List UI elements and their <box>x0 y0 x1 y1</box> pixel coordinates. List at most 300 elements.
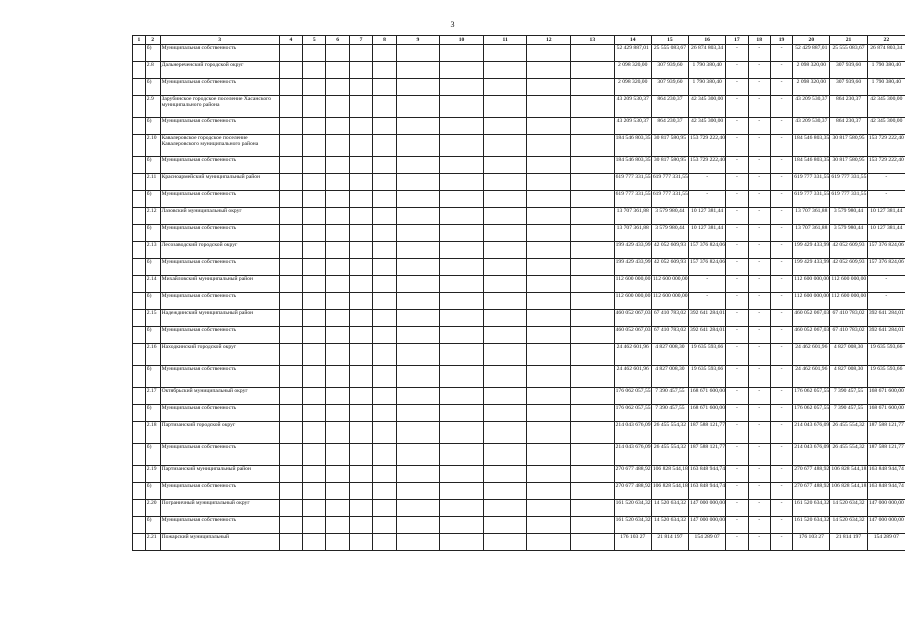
cell-c22: 153 729 222,40 <box>867 135 905 157</box>
cell-c17: - <box>726 157 748 174</box>
cell-col8 <box>373 534 396 551</box>
row-name: Муниципальная собственность <box>160 483 279 500</box>
cell-c21: 307 939,60 <box>830 79 867 96</box>
cell-c22: 42 345 300,00 <box>867 96 905 118</box>
cell-col5 <box>303 225 326 242</box>
cell-c22: 187 588 121,77 <box>867 422 905 444</box>
cell-col4 <box>279 135 302 157</box>
cell-c14: 112 600 000,00 <box>614 293 651 310</box>
cell-col8 <box>373 444 396 466</box>
cell-c16: 10 127 381,44 <box>689 225 726 242</box>
cell-c14: 199 429 433,99 <box>614 259 651 276</box>
cell-c15: 3 579 980,44 <box>651 208 688 225</box>
cell-col8 <box>373 191 396 208</box>
header-row <box>133 36 905 45</box>
cell-col9 <box>396 259 440 276</box>
cell-c17: - <box>726 444 748 466</box>
cell-col6 <box>326 174 349 191</box>
cell-col7 <box>349 135 372 157</box>
cell-c19: - <box>770 62 792 79</box>
cell-col4 <box>279 79 302 96</box>
cell-c16: - <box>689 276 726 293</box>
cell-col10 <box>440 225 484 242</box>
cell-col9 <box>396 444 440 466</box>
cell-c21: 14 520 634,32 <box>830 500 867 517</box>
cell-col6 <box>326 422 349 444</box>
cell-col4 <box>279 327 302 344</box>
row-name: Находкинский городской округ <box>160 344 279 366</box>
cell-col12 <box>527 344 571 366</box>
cell-c20: 460 052 067,03 <box>793 310 830 327</box>
cell-c14: 2 098 320,00 <box>614 62 651 79</box>
cell-c17: - <box>726 208 748 225</box>
cell-c22: 147 000 000,00 <box>867 517 905 534</box>
cell-c14: 460 052 067,03 <box>614 310 651 327</box>
cell-c16: 42 345 300,00 <box>689 96 726 118</box>
cell-c16: 42 345 300,00 <box>689 118 726 135</box>
cell-col10 <box>440 466 484 483</box>
cell-col13 <box>571 118 615 135</box>
cell-c21: 42 052 609,93 <box>830 259 867 276</box>
cell-col11 <box>483 310 527 327</box>
column-header-3: 3 <box>160 36 279 45</box>
cell-col10 <box>440 276 484 293</box>
cell-c19: - <box>770 366 792 388</box>
cell-c19: - <box>770 259 792 276</box>
cell-col12 <box>527 466 571 483</box>
cell-col5 <box>303 327 326 344</box>
cell-col11 <box>483 534 527 551</box>
cell-c18: - <box>748 174 770 191</box>
cell-col10 <box>440 517 484 534</box>
cell-col5 <box>303 259 326 276</box>
cell-c19: - <box>770 310 792 327</box>
cell-col5 <box>303 310 326 327</box>
cell-c20: 161 520 634,32 <box>793 500 830 517</box>
cell-col9 <box>396 118 440 135</box>
row-index: 2.9 <box>145 96 160 118</box>
table-row <box>133 259 905 276</box>
cell-col13 <box>571 444 615 466</box>
row-name: Октябрьский муниципальный округ <box>160 388 279 405</box>
cell-col10 <box>440 534 484 551</box>
table-row <box>133 483 905 500</box>
cell-c16: - <box>689 174 726 191</box>
cell-col12 <box>527 174 571 191</box>
cell-col9 <box>396 174 440 191</box>
cell-col10 <box>440 293 484 310</box>
cell-col4 <box>279 388 302 405</box>
cell-col13 <box>571 500 615 517</box>
cell-c14: 13 707 361,88 <box>614 208 651 225</box>
cell-col11 <box>483 276 527 293</box>
cell-col12 <box>527 62 571 79</box>
cell-c15: 619 777 331,55 <box>651 174 688 191</box>
row-name: Муниципальная собственность <box>160 259 279 276</box>
row-index: 2.21 <box>145 534 160 551</box>
column-header-10: 10 <box>440 36 484 45</box>
cell-c18: - <box>748 79 770 96</box>
cell-col7 <box>349 310 372 327</box>
cell-col8 <box>373 135 396 157</box>
cell-col8 <box>373 483 396 500</box>
cell-col12 <box>527 500 571 517</box>
row-index: 2.20 <box>145 500 160 517</box>
cell-c15: 14 520 634,32 <box>651 500 688 517</box>
cell-c18: - <box>748 96 770 118</box>
cell-c18: - <box>748 208 770 225</box>
cell-c22: 163 848 944,74 <box>867 466 905 483</box>
cell-col6 <box>326 388 349 405</box>
cell-col9 <box>396 208 440 225</box>
cell-col6 <box>326 135 349 157</box>
cell-col6 <box>326 405 349 422</box>
cell-c18: - <box>748 242 770 259</box>
cell-col5 <box>303 79 326 96</box>
cell-col10 <box>440 174 484 191</box>
table-row <box>133 96 905 118</box>
row-name: Надеждинский муниципальный район <box>160 310 279 327</box>
cell-c19: - <box>770 174 792 191</box>
cell-col5 <box>303 366 326 388</box>
cell-col6 <box>326 517 349 534</box>
cell-c15: 619 777 331,55 <box>651 191 688 208</box>
cell-col13 <box>571 225 615 242</box>
cell-col9 <box>396 62 440 79</box>
row-index: б) <box>145 259 160 276</box>
cell-col11 <box>483 327 527 344</box>
cell-col13 <box>571 79 615 96</box>
cell-c14: 24 462 601,96 <box>614 366 651 388</box>
column-header-4: 4 <box>279 36 302 45</box>
cell-col1 <box>133 174 146 191</box>
cell-col4 <box>279 517 302 534</box>
cell-c14: 184 546 803,35 <box>614 157 651 174</box>
cell-c15: 864 230,37 <box>651 96 688 118</box>
cell-col13 <box>571 276 615 293</box>
cell-col8 <box>373 388 396 405</box>
column-header-7: 7 <box>349 36 372 45</box>
cell-c15: 26 455 554,32 <box>651 444 688 466</box>
row-index: 2.14 <box>145 276 160 293</box>
cell-c18: - <box>748 118 770 135</box>
cell-c16: - <box>689 293 726 310</box>
row-index: б) <box>145 157 160 174</box>
row-index: б) <box>145 225 160 242</box>
cell-col4 <box>279 208 302 225</box>
cell-c18: - <box>748 225 770 242</box>
cell-c17: - <box>726 310 748 327</box>
cell-c21: 307 939,60 <box>830 62 867 79</box>
cell-col7 <box>349 344 372 366</box>
cell-c19: - <box>770 96 792 118</box>
cell-c22: 153 729 222,40 <box>867 157 905 174</box>
cell-c20: 43 209 530,37 <box>793 96 830 118</box>
cell-c22: 1 790 380,40 <box>867 79 905 96</box>
cell-col7 <box>349 118 372 135</box>
row-name: Муниципальная собственность <box>160 118 279 135</box>
cell-c20: 52 429 887,01 <box>793 45 830 62</box>
cell-c18: - <box>748 157 770 174</box>
cell-c16: 153 729 222,40 <box>689 157 726 174</box>
cell-col6 <box>326 466 349 483</box>
cell-c15: 4 827 008,30 <box>651 366 688 388</box>
cell-col7 <box>349 191 372 208</box>
cell-c22: 1 790 380,40 <box>867 62 905 79</box>
cell-c21: 30 817 580,95 <box>830 157 867 174</box>
cell-c19: - <box>770 208 792 225</box>
cell-c20: 460 052 067,03 <box>793 327 830 344</box>
cell-c16: 10 127 381,44 <box>689 208 726 225</box>
cell-col12 <box>527 388 571 405</box>
cell-col12 <box>527 208 571 225</box>
cell-col6 <box>326 96 349 118</box>
cell-col1 <box>133 344 146 366</box>
cell-c18: - <box>748 310 770 327</box>
column-header-22: 22 <box>867 36 905 45</box>
cell-c17: - <box>726 534 748 551</box>
cell-col6 <box>326 534 349 551</box>
cell-c18: - <box>748 517 770 534</box>
cell-c21: 7 390 457,55 <box>830 388 867 405</box>
cell-col10 <box>440 118 484 135</box>
cell-col11 <box>483 191 527 208</box>
cell-c18: - <box>748 62 770 79</box>
cell-col9 <box>396 422 440 444</box>
cell-col7 <box>349 534 372 551</box>
cell-col13 <box>571 208 615 225</box>
cell-col1 <box>133 483 146 500</box>
cell-c14: 214 043 676,09 <box>614 422 651 444</box>
cell-c19: - <box>770 483 792 500</box>
cell-col1 <box>133 45 146 62</box>
cell-c18: - <box>748 388 770 405</box>
cell-col7 <box>349 45 372 62</box>
cell-col13 <box>571 45 615 62</box>
cell-col9 <box>396 96 440 118</box>
cell-col7 <box>349 293 372 310</box>
cell-col5 <box>303 157 326 174</box>
cell-col11 <box>483 174 527 191</box>
cell-c18: - <box>748 327 770 344</box>
row-index: б) <box>145 517 160 534</box>
cell-c20: 176 103 27 <box>793 534 830 551</box>
cell-col6 <box>326 444 349 466</box>
cell-col1 <box>133 422 146 444</box>
cell-c18: - <box>748 483 770 500</box>
cell-col5 <box>303 174 326 191</box>
cell-c20: 176 062 057,55 <box>793 405 830 422</box>
row-index: 2.16 <box>145 344 160 366</box>
row-index: 2.8 <box>145 62 160 79</box>
cell-c15: 42 052 609,93 <box>651 242 688 259</box>
cell-c14: 199 429 433,99 <box>614 242 651 259</box>
cell-col6 <box>326 483 349 500</box>
cell-c22: 392 641 284,01 <box>867 310 905 327</box>
table-row <box>133 293 905 310</box>
column-header-1: 1 <box>133 36 146 45</box>
row-name: Муниципальная собственность <box>160 157 279 174</box>
cell-col9 <box>396 388 440 405</box>
cell-c17: - <box>726 118 748 135</box>
row-name: Муниципальная собственность <box>160 293 279 310</box>
cell-c21: 26 455 554,32 <box>830 422 867 444</box>
cell-col1 <box>133 96 146 118</box>
cell-col8 <box>373 344 396 366</box>
cell-c20: 214 043 676,09 <box>793 444 830 466</box>
cell-c18: - <box>748 534 770 551</box>
table-row <box>133 118 905 135</box>
cell-c22: 392 641 284,01 <box>867 327 905 344</box>
cell-c15: 112 600 000,00 <box>651 276 688 293</box>
cell-col5 <box>303 405 326 422</box>
cell-col13 <box>571 327 615 344</box>
cell-c22: 19 635 593,66 <box>867 366 905 388</box>
cell-col12 <box>527 534 571 551</box>
cell-col8 <box>373 157 396 174</box>
row-name: Зарубинское городское поселение Хасанского муниципального района <box>160 96 279 118</box>
cell-col6 <box>326 191 349 208</box>
cell-col5 <box>303 96 326 118</box>
row-index: 2.15 <box>145 310 160 327</box>
cell-col6 <box>326 62 349 79</box>
cell-col12 <box>527 259 571 276</box>
row-name: Партизанский муниципальный район <box>160 466 279 483</box>
cell-c22: 19 635 593,66 <box>867 344 905 366</box>
cell-col8 <box>373 466 396 483</box>
cell-col1 <box>133 259 146 276</box>
cell-col9 <box>396 466 440 483</box>
cell-c22: 157 376 824,06 <box>867 242 905 259</box>
cell-col1 <box>133 118 146 135</box>
cell-c17: - <box>726 79 748 96</box>
cell-c20: 161 520 634,32 <box>793 517 830 534</box>
cell-c22: 147 000 000,00 <box>867 500 905 517</box>
cell-col6 <box>326 293 349 310</box>
cell-c18: - <box>748 366 770 388</box>
cell-c16: 392 641 284,01 <box>689 310 726 327</box>
cell-c22: 187 588 121,77 <box>867 444 905 466</box>
row-index: 2.18 <box>145 422 160 444</box>
cell-c18: - <box>748 466 770 483</box>
cell-col13 <box>571 483 615 500</box>
cell-c21: 7 390 457,55 <box>830 405 867 422</box>
row-name: Муниципальная собственность <box>160 517 279 534</box>
cell-col7 <box>349 225 372 242</box>
cell-c22: 168 671 600,00 <box>867 405 905 422</box>
cell-col4 <box>279 157 302 174</box>
cell-col7 <box>349 242 372 259</box>
cell-c14: 2 098 320,00 <box>614 79 651 96</box>
cell-c18: - <box>748 191 770 208</box>
cell-col1 <box>133 466 146 483</box>
cell-c21: 30 817 580,95 <box>830 135 867 157</box>
cell-c20: 176 062 057,55 <box>793 388 830 405</box>
cell-c17: - <box>726 276 748 293</box>
cell-col10 <box>440 327 484 344</box>
cell-col1 <box>133 327 146 344</box>
cell-c15: 21 814 197 <box>651 534 688 551</box>
cell-col7 <box>349 96 372 118</box>
cell-col1 <box>133 293 146 310</box>
cell-col10 <box>440 96 484 118</box>
cell-c15: 307 939,60 <box>651 79 688 96</box>
cell-c14: 619 777 331,55 <box>614 174 651 191</box>
cell-col11 <box>483 444 527 466</box>
table-row <box>133 327 905 344</box>
cell-c17: - <box>726 388 748 405</box>
cell-col13 <box>571 310 615 327</box>
cell-col1 <box>133 135 146 157</box>
cell-c22: 42 345 300,00 <box>867 118 905 135</box>
cell-c21: 4 827 008,30 <box>830 366 867 388</box>
table-row <box>133 500 905 517</box>
column-header-13: 13 <box>571 36 615 45</box>
row-index: б) <box>145 118 160 135</box>
table-row <box>133 208 905 225</box>
cell-col5 <box>303 466 326 483</box>
cell-c20: 43 209 530,37 <box>793 118 830 135</box>
cell-c18: - <box>748 293 770 310</box>
cell-col13 <box>571 344 615 366</box>
cell-col13 <box>571 135 615 157</box>
cell-col7 <box>349 366 372 388</box>
cell-col10 <box>440 388 484 405</box>
cell-col6 <box>326 225 349 242</box>
cell-col7 <box>349 483 372 500</box>
cell-col4 <box>279 259 302 276</box>
cell-col10 <box>440 45 484 62</box>
cell-col7 <box>349 388 372 405</box>
cell-c20: 199 429 433,99 <box>793 242 830 259</box>
cell-col12 <box>527 276 571 293</box>
cell-col4 <box>279 310 302 327</box>
cell-col1 <box>133 388 146 405</box>
cell-c18: - <box>748 344 770 366</box>
cell-col8 <box>373 517 396 534</box>
row-index: б) <box>145 327 160 344</box>
cell-c17: - <box>726 174 748 191</box>
cell-col5 <box>303 500 326 517</box>
cell-c20: 112 600 000,00 <box>793 293 830 310</box>
cell-col4 <box>279 118 302 135</box>
cell-col4 <box>279 174 302 191</box>
cell-col10 <box>440 366 484 388</box>
row-index: 2.17 <box>145 388 160 405</box>
cell-c16: 26 874 803,34 <box>689 45 726 62</box>
cell-c15: 106 828 544,18 <box>651 483 688 500</box>
cell-col13 <box>571 174 615 191</box>
table-row <box>133 444 905 466</box>
cell-col6 <box>326 327 349 344</box>
row-name: Дальнереченский городской округ <box>160 62 279 79</box>
cell-c19: - <box>770 191 792 208</box>
cell-col12 <box>527 96 571 118</box>
cell-c15: 7 390 457,55 <box>651 388 688 405</box>
cell-col10 <box>440 157 484 174</box>
column-header-21: 21 <box>830 36 867 45</box>
cell-col10 <box>440 483 484 500</box>
cell-c18: - <box>748 45 770 62</box>
table-row <box>133 157 905 174</box>
row-name: Михайловский муниципальный район <box>160 276 279 293</box>
column-header-9: 9 <box>396 36 440 45</box>
cell-col4 <box>279 62 302 79</box>
cell-col5 <box>303 444 326 466</box>
cell-c16: 147 000 000,00 <box>689 517 726 534</box>
row-name: Муниципальная собственность <box>160 79 279 96</box>
cell-c19: - <box>770 388 792 405</box>
